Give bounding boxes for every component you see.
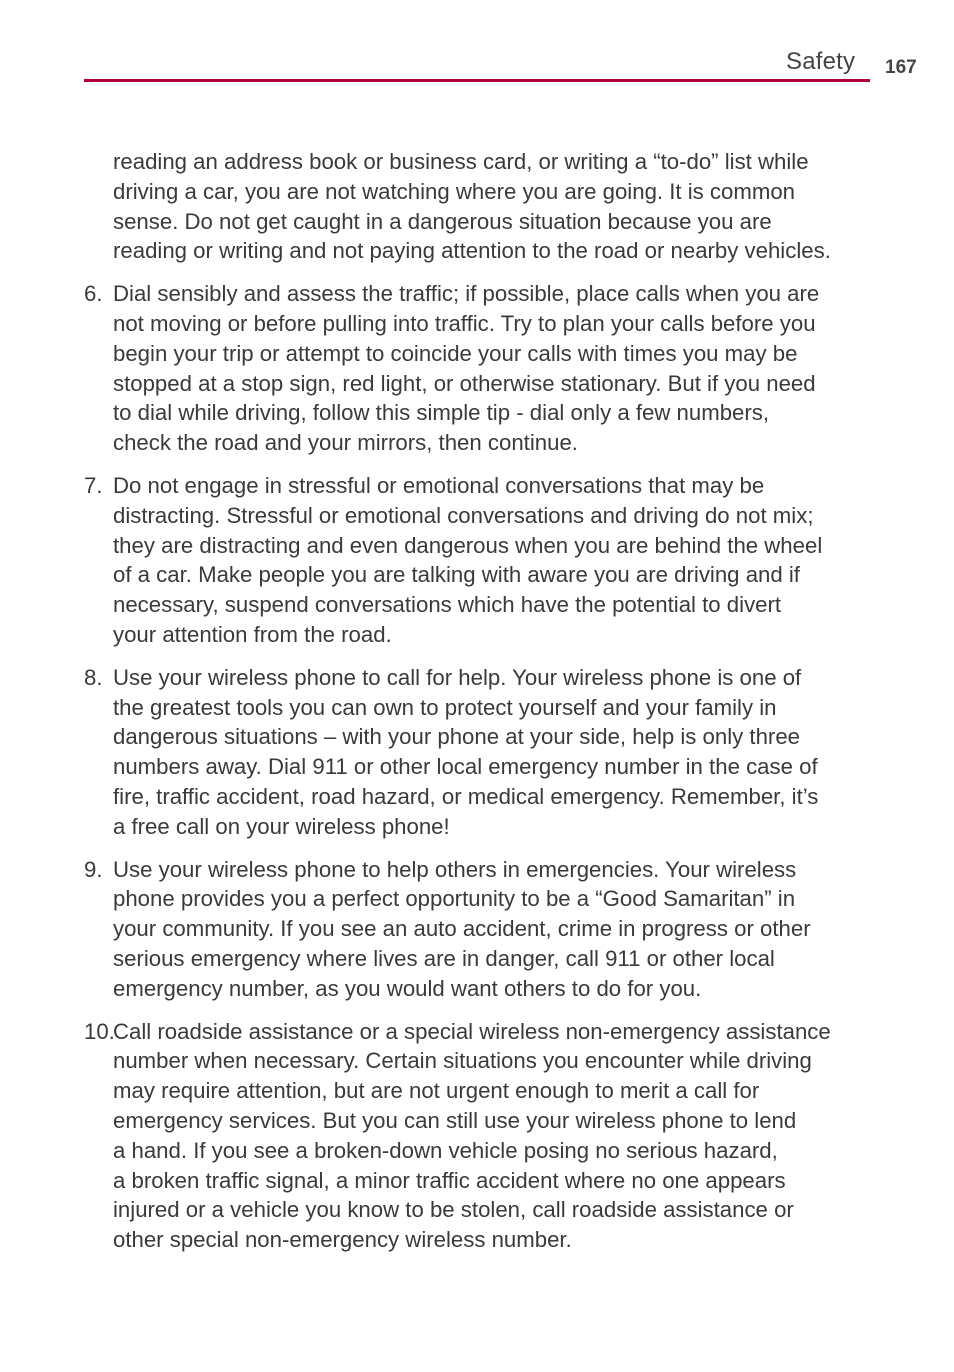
page-body [84,147,884,1268]
page-header [0,0,954,90]
section-title: Safety [786,48,856,75]
list-item-number: 6. [84,281,103,307]
list-item-number: 9. [84,856,103,882]
list-item-10 [84,1017,884,1255]
list-item-text: Use your wireless phone to help others in emergencies. Your wireless phone provides you a perfect opportunity to be a “Good Samaritan” in your community. If you see an auto accident, crime in progress or other serious emergency where lives are in danger, call 911 or other local emergency number, as you would want others to do for you. [113,856,811,1001]
list-item-8 [84,663,884,842]
list-item-7 [84,471,884,650]
list-item-text: Dial sensibly and assess the traffic; if possible, place calls when you are not moving or before pulling into traffic. Try to plan your calls before you begin your trip or attempt to coincide your calls with times you may be stopped at a stop sign, red light, or otherwise stationary. But if you need to dial while driving, follow this simple tip - dial only a few numbers, check the road and your mirrors, then continue. [113,281,820,456]
list-item-6 [84,279,884,458]
page-number: 167 [885,57,917,78]
list-item-number: 7. [84,472,103,498]
list-item-text: Call roadside assistance or a special wireless non-emergency assistance number when necessary. Certain situations you encounter while driving may require attention, but are not urgent enough to merit a call for emergency services. But you can still use your wireless phone to lend a hand. If you see a broken-down vehicle posing no serious hazard, a broken traffic signal, a minor traffic accident where no one appears injured or a vehicle you know to be stolen, call roadside assistance or other special non-emergency wireless number. [113,1018,831,1253]
header-rule [84,79,870,82]
list-item-text: Do not engage in stressful or emotional conversations that may be distracting. Stressful or emotional conversations and driving do not mix; they are distracting and even dangerous when you are behind the wheel of a car. Make people you are talking with aware you are driving and if necessary, suspend conversations which have the potential to divert your attention from the road. [113,472,823,647]
continuation-paragraph: reading an address book or business card, or writing a “to-do” list while driving a car, you are not watching where you are going. It is common sense. Do not get caught in a dangerous situation because you are reading or writing and not paying attention to the road or nearby vehicles. [113,149,831,264]
list-item-text: Use your wireless phone to call for help. Your wireless phone is one of the greatest tools you can own to protect yourself and your family in dangerous situations – with your phone at your side, help is only three numbers away. Dial 911 or other local emergency number in the case of fire, traffic accident, road hazard, or medical emergency. Remember, it’s a free call on your wireless phone! [113,664,819,839]
list-item-number: 8. [84,664,103,690]
list-item-number: 10. [84,1018,115,1044]
list-item-9 [84,855,884,1004]
